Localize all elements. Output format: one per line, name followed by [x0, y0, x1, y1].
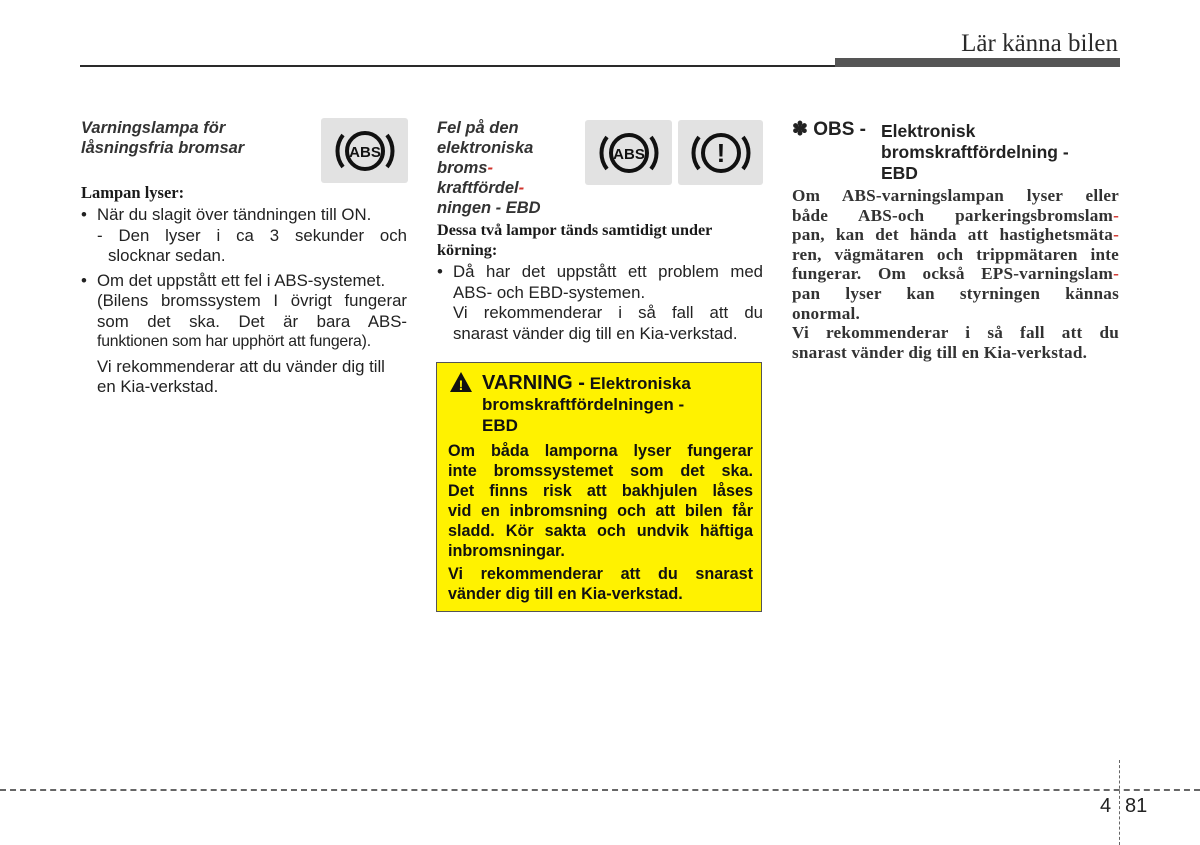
obs-body-line: onormal.: [792, 303, 860, 323]
abs-warning-icon: [321, 118, 408, 183]
ebd-fault-list: [437, 262, 763, 344]
subtitle-line: broms: [437, 159, 488, 177]
warning-box: [436, 362, 762, 612]
hyphen-mark: -: [1113, 205, 1119, 225]
abs-icon-text: ABS: [612, 145, 645, 163]
bullet: •: [437, 262, 443, 281]
obs-body-line: Om ABS-varningslampan lyser eller: [792, 186, 1119, 205]
warning-body: [448, 441, 753, 604]
obs-title: [881, 119, 1069, 184]
brake-warning-icon: [678, 120, 763, 185]
abs-warning-icon: [585, 120, 672, 185]
hyphen-mark: -: [487, 159, 493, 177]
obs-body: [792, 186, 1119, 362]
page-number: 81: [1125, 795, 1148, 817]
footer-divider: [1119, 760, 1120, 845]
warning-body-line: inte bromssystemet som det ska.: [448, 462, 753, 480]
both-lamps-heading: [437, 220, 763, 260]
heading-line: Dessa två lampor tänds samtidigt under: [437, 221, 713, 239]
star-icon: ✽: [792, 119, 808, 140]
abs-lamp-list: [81, 205, 407, 398]
list-item-text: (Bilens bromssystem I övrigt fungerar: [97, 291, 407, 310]
warning-body-line: vid en inbromsning och att bilen får: [448, 502, 753, 520]
obs-title-line: bromskraftfördelning -: [881, 142, 1069, 162]
hyphen-mark: -: [518, 179, 525, 197]
list-item-text: funktionen som har upphört att fungera).: [97, 333, 371, 350]
abs-lamp-subtitle: [81, 118, 311, 158]
header-rule: [80, 65, 840, 67]
obs-body-line: snarast vänder dig till en Kia-verkstad.: [792, 342, 1088, 362]
warning-title-line: EBD: [482, 416, 518, 435]
obs-body-line: fungerar. Om också EPS-varningslam: [792, 264, 1114, 284]
warning-title: [482, 373, 752, 436]
recommend-text: en Kia-verkstad.: [97, 377, 219, 396]
ebd-fault-subtitle: [437, 118, 577, 218]
warning-triangle-icon: [449, 371, 473, 398]
bullet: •: [81, 205, 87, 224]
warning-title-line: Elektroniska: [589, 374, 691, 393]
abs-icon-text: ABS: [348, 143, 381, 161]
warning-label: VARNING -: [482, 372, 585, 394]
obs-body-line: pan lyser kan styrningen kännas: [792, 283, 1119, 303]
warning-body-line: vänder dig till en Kia-verkstad.: [448, 585, 683, 603]
recommend-text: Vi rekommenderar i så fall att du: [453, 303, 763, 322]
subtitle-line: kraftfördel: [437, 179, 519, 197]
warning-body-line: Det finns risk att bakhjulen låses: [448, 482, 753, 500]
subtitle-line: ningen - EBD: [437, 199, 541, 217]
exclamation-icon-text: !: [716, 137, 725, 168]
bullet: •: [81, 270, 87, 290]
chapter-number: 4: [1100, 795, 1112, 817]
obs-label: [792, 119, 881, 184]
heading-line: körning:: [437, 241, 498, 259]
obs-body-line: Vi rekommenderar i så fall att du: [792, 323, 1119, 343]
warning-symbol-text: !: [458, 377, 464, 393]
warning-body-line: sladd. Kör sakta och undvik häftiga: [448, 522, 753, 540]
obs-body-line: ren, vägmätaren och trippmätaren inte: [792, 244, 1119, 264]
list-item-text: som det ska. Det är bara ABS-: [97, 311, 407, 331]
obs-label-text: OBS -: [813, 119, 866, 140]
footer-rule: [0, 789, 1200, 791]
obs-body-line: både ABS-och parkeringsbromslam: [792, 205, 1114, 225]
header-rule-accent: [835, 58, 1120, 67]
subtitle-line: elektroniska: [437, 139, 534, 157]
abs-lamp-subtitle-line: låsningsfria bromsar: [81, 139, 245, 157]
list-item: [81, 271, 407, 398]
obs-heading: [792, 119, 1122, 184]
hyphen-mark: -: [1113, 225, 1119, 245]
sub-item-text: slocknar sedan.: [108, 246, 226, 265]
warning-body-line: Vi rekommenderar att du snarast: [448, 565, 753, 583]
list-item-text: Om det uppstått ett fel i ABS-systemet.: [97, 270, 386, 290]
list-item-text: ABS- och EBD-systemen.: [453, 282, 646, 302]
abs-lamp-subtitle-line: Varningslampa för: [81, 119, 226, 137]
obs-title-line: Elektronisk: [881, 121, 976, 141]
obs-body-line: pan, kan det hända att hastighetsmäta: [792, 225, 1114, 245]
list-item: [437, 262, 763, 344]
recommend-text: Vi rekommenderar att du vänder dig till: [97, 356, 385, 376]
list-item-text: När du slagit över tändningen till ON.: [97, 205, 372, 224]
warning-body-line: inbromsningar.: [448, 542, 565, 560]
warning-body-line: Om båda lamporna lyser fungerar: [448, 442, 753, 460]
page-header-title: Lär känna bilen: [961, 30, 1118, 57]
list-item-text: Då har det uppstått ett problem med: [453, 262, 763, 281]
sub-item-text: - Den lyser i ca 3 sekunder och: [97, 225, 407, 245]
hyphen-mark: -: [1113, 264, 1119, 284]
warning-title-line: bromskraftfördelningen -: [482, 395, 685, 414]
obs-title-line: EBD: [881, 163, 918, 183]
lamp-lights-heading: Lampan lyser:: [81, 183, 185, 202]
list-item: [81, 205, 407, 267]
subtitle-line: Fel på den: [437, 119, 519, 137]
recommend-text: snarast vänder dig till en Kia-verkstad.: [453, 323, 738, 343]
